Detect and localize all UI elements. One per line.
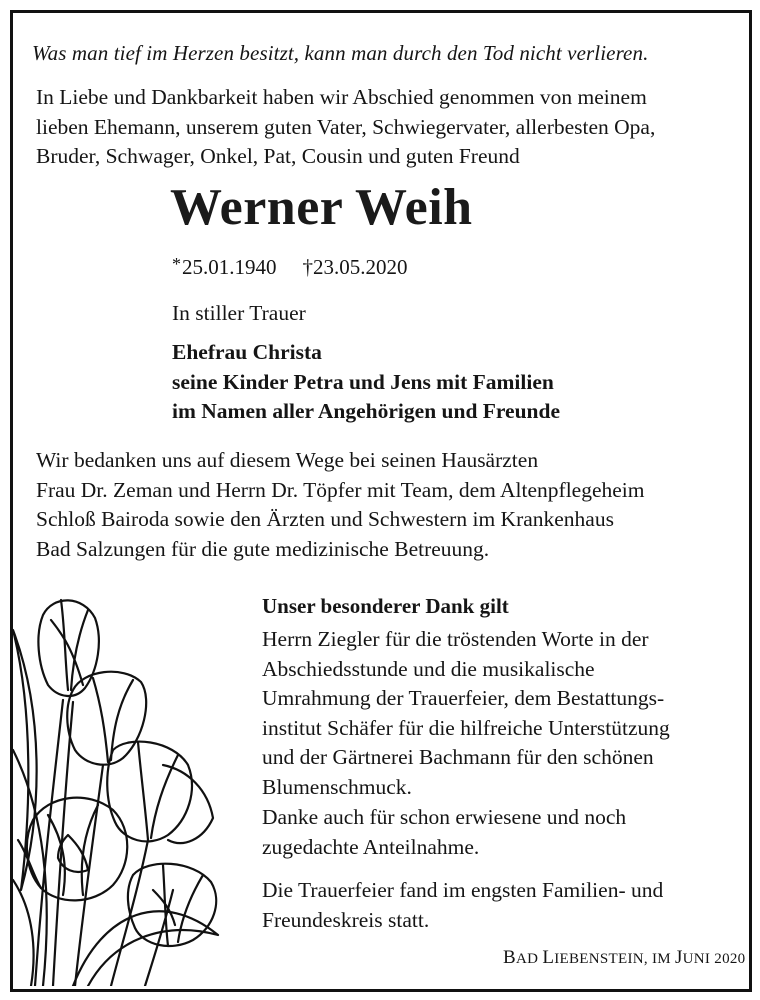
special-thanks-line: institut Schäfer für die hilfreiche Unterstützung: [262, 715, 670, 740]
thanks-line: Wir bedanken uns auf diesem Wege bei seinen Hausärzten: [36, 448, 539, 472]
danke-line: Danke auch für schon erwiesene und noch: [262, 805, 627, 829]
death-date: 23.05.2020: [313, 255, 408, 279]
place-text: UNI 2020: [682, 951, 746, 967]
deceased-name: Werner Weih: [170, 179, 473, 236]
death-symbol: †: [302, 255, 313, 279]
mourner-line: im Namen aller Angehörigen und Freunde: [172, 399, 561, 423]
tulip-illustration: [13, 590, 233, 986]
birth-symbol: *: [172, 254, 181, 274]
thanks-line: Bad Salzungen für die gute medizinische Betreuung.: [36, 536, 490, 561]
intro-paragraph: [36, 83, 655, 172]
birth-date: 25.01.1940: [182, 255, 277, 279]
thanks-line: Schloß Bairoda sowie den Ärzten und Schwestern im Krankenhaus: [36, 507, 614, 531]
mourner-line: seine Kinder Petra und Jens mit Familien: [172, 369, 554, 394]
danke-line: zugedachte Anteilnahme.: [262, 834, 480, 859]
intro-line: In Liebe und Dankbarkeit haben wir Abschied genommen von meinem: [36, 85, 647, 109]
intro-line: lieben Ehemann, unserem guten Vater, Schwiegervater, allerbesten Opa,: [36, 114, 656, 139]
place-text: AD: [515, 951, 543, 967]
special-thanks-line: und der Gärtnerei Bachmann für den schönen: [262, 745, 654, 769]
special-thanks-line: Abschiedsstunde und die musikalische: [262, 656, 595, 681]
special-thanks-heading: Unser besonderer Dank gilt: [262, 594, 509, 618]
danke-paragraph: [262, 803, 626, 862]
special-thanks-paragraph: [262, 625, 670, 802]
life-dates: [172, 253, 408, 284]
funeral-line: Die Trauerfeier fand im engsten Familien- und: [262, 878, 664, 902]
place-initial: B: [503, 947, 516, 968]
thanks-paragraph: [36, 446, 645, 564]
place-text: IEBENSTEIN, IM: [554, 951, 675, 967]
thanks-line: Frau Dr. Zeman und Herrn Dr. Töpfer mit Team, dem Altenpflegeheim: [36, 477, 645, 502]
mourner-line: Ehefrau Christa: [172, 340, 322, 364]
mourning-text: In stiller Trauer: [172, 301, 306, 325]
special-thanks-line: Herrn Ziegler für die tröstenden Worte in der: [262, 627, 649, 651]
mourners-list: [172, 338, 560, 427]
special-thanks-line: Umrahmung der Trauerfeier, dem Bestattungs-: [262, 686, 665, 710]
special-thanks-line: Blumenschmuck.: [262, 774, 412, 799]
intro-line: Bruder, Schwager, Onkel, Pat, Cousin und guten Freund: [36, 144, 520, 168]
funeral-line: Freundeskreis statt.: [262, 907, 430, 932]
place-and-date: [503, 943, 745, 975]
funeral-paragraph: [262, 876, 663, 935]
place-initial: L: [542, 947, 555, 968]
motto-quote: Was man tief im Herzen besitzt, kann man durch den Tod nicht verlieren.: [32, 41, 649, 65]
place-initial: J: [674, 947, 683, 968]
